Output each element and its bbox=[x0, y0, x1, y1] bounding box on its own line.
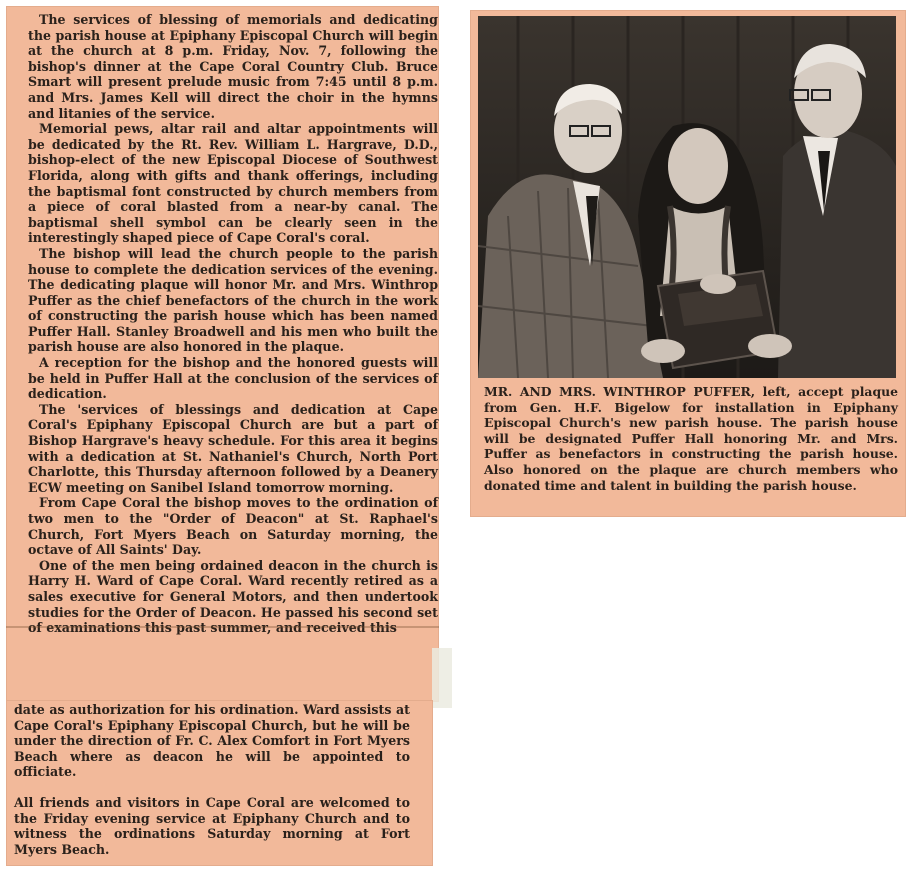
photo-image bbox=[478, 16, 896, 378]
news-photo bbox=[478, 16, 896, 378]
photo-caption: MR. AND MRS. WINTHROP PUFFER, left, accept plaque from Gen. H.F. Bigelow for installation in Epiphany Episcopal Church's new parish house. The parish house will be designated Puffer Hall honoring Mr. and Mrs. Puffer as benefactors in constructing the parish house. Also honored on the plaque are church members who donated time and talent in building the parish house. bbox=[484, 384, 898, 493]
article-paragraph: date as authorization for his ordination. Ward assists at Cape Coral's Epiphany Episcopal Church, but he will be under the direction of Fr. C. Alex Comfort in Fort Myers Beach where as deacon he will be appointed to officiate. bbox=[14, 702, 410, 780]
article-continuation-body bbox=[14, 702, 410, 857]
article-clipping-continuation bbox=[6, 700, 433, 866]
tape-strip bbox=[432, 648, 452, 708]
article-paragraph: From Cape Coral the bishop moves to the ordination of two men to the "Order of Deacon" at St. Raphael's Church, Fort Myers Beach on Saturday morning, the octave of All Saints' Day. bbox=[28, 495, 438, 558]
article-paragraph: The services of blessing of memorials and dedicating the parish house at Epiphany Episcopal Church will begin at the church at 8 p.m. Friday, Nov. 7, following the bishop's dinner at the Cape Coral Country Club. Bruce Smart will present prelude music from 7:45 until 8 p.m. and Mrs. James Kell will direct the choir in the hymns and litanies of the service. bbox=[28, 12, 438, 121]
article-paragraph: One of the men being ordained deacon in the church is Harry H. Ward of Cape Coral. Ward recently retired as a sales executive for General Motors, and then undertook studies for the Order of Deacon. He passed his second set of examinations this past summer, and received this bbox=[28, 557, 438, 636]
article-paragraph: All friends and visitors in Cape Coral are welcomed to the Friday evening service at Epiphany Church and to witness the ordinations Saturday morning at Fort Myers Beach. bbox=[14, 794, 410, 857]
article-paragraph: A reception for the bishop and the honored guests will be held in Puffer Hall at the conclusion of the services of dedication. bbox=[28, 355, 438, 402]
article-paragraph: The bishop will lead the church people to the parish house to complete the dedication services of the evening. The dedicating plaque will honor Mr. and Mrs. Winthrop Puffer as the chief benefactors of the church in the work of constructing the parish house which has been named Puffer Hall. Stanley Broadwell and his men who built the parish house are also honored in the plaque. bbox=[28, 245, 438, 355]
article-body bbox=[28, 12, 438, 636]
article-paragraph: The 'services of blessings and dedication at Cape Coral's Epiphany Episcopal Church are but a part of Bishop Hargrave's heavy schedule. For this area it begins with a dedication at St. Nathaniel's Church, North Port Charlotte, this Thursday afternoon followed by a Deanery ECW meeting on Sanibel Island tomorrow morning. bbox=[28, 401, 438, 495]
fold-crease bbox=[6, 626, 439, 628]
article-clipping-main bbox=[6, 6, 439, 702]
photo-clipping bbox=[470, 10, 906, 517]
article-paragraph: Memorial pews, altar rail and altar appointments will be dedicated by the Rt. Rev. William L. Hargrave, D.D., bishop-elect of the new Episcopal Diocese of Southwest Florida, along with gifts and thank offerings, including the baptismal font constructed by church members from a piece of coral blasted from a near-by canal. The baptismal shell symbol can be clearly seen in the interestingly shaped piece of Cape Coral's coral. bbox=[28, 121, 438, 246]
